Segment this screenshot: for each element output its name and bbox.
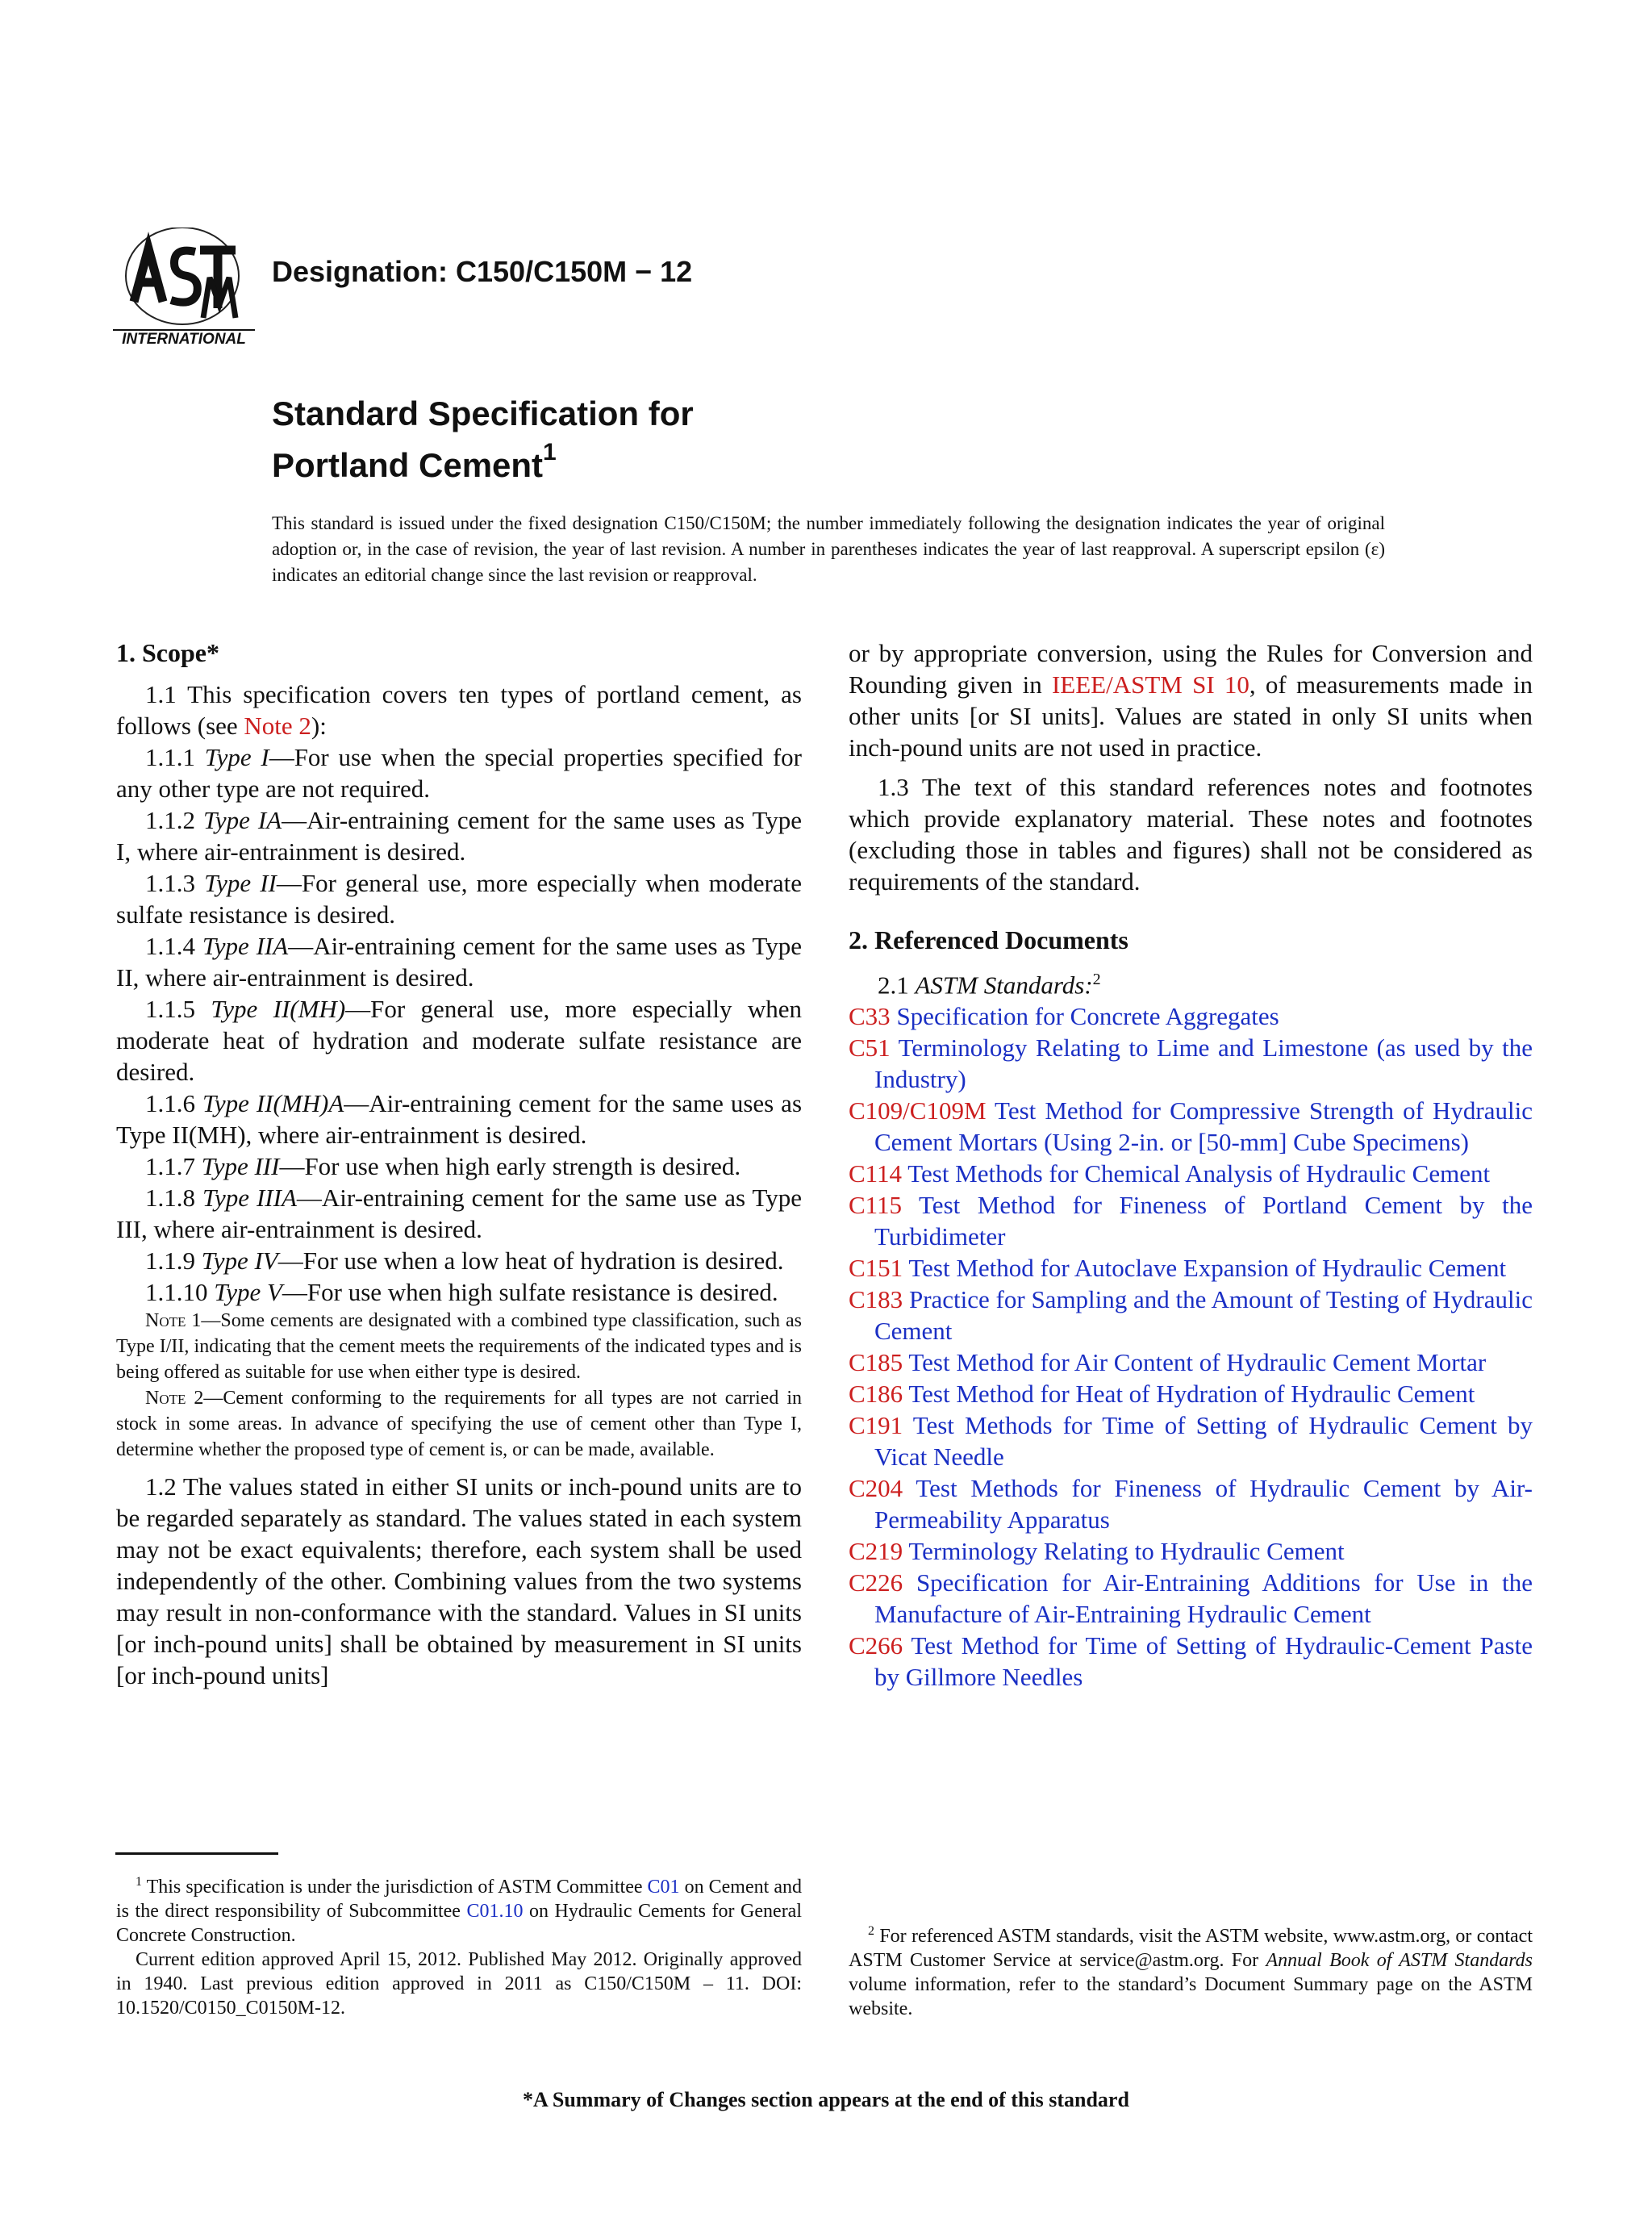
left-column [116,637,802,1691]
type-item [116,804,802,867]
issued-notice: This standard is issued under the fixed designation C150/C150M; the number immediately following the designation indicates the year of original adoption or, in the case of revision, the year of last revision. A number in parentheses indicates the year of last reapproval. A superscript epsilon (ε) indicates an editorial change since the last revision or reapproval. [272,513,1385,585]
type-description: —For use when a low heat of hydration is desired. [277,1246,784,1275]
reference-code-link[interactable]: C109/C109M [849,1096,987,1125]
reference-item [849,1567,1533,1630]
type-item [116,1088,802,1150]
reference-title-link[interactable]: Test Method for Fineness of Portland Cement by the Turbidimeter [874,1191,1533,1251]
document-title [272,392,694,487]
reference-title-link[interactable]: Test Method for Compressive Strength of Hydraulic Cement Mortars (Using 2-in. or [50-mm] Cube Specimens) [874,1096,1533,1157]
note-2-label: Note [145,1388,186,1409]
footnote-2-sup: 2 [868,1924,874,1938]
type-item [116,993,802,1088]
type-name: Type II [204,869,277,897]
type-description: —For general use, more especially when moderate sulfate resistance is desired. [116,869,803,929]
title-line-1: Standard Specification for [272,395,694,432]
reference-code-link[interactable]: C151 [849,1254,903,1283]
reference-item [849,1378,1533,1409]
reference-code-link[interactable]: C183 [849,1285,903,1314]
type-description: —For general use, more especially when moderate heat of hydration and moderate sulfate resistance are desired. [116,995,802,1086]
reference-item [849,1252,1533,1284]
reference-title-link[interactable]: Practice for Sampling and the Amount of Testing of Hydraulic Cement [874,1285,1533,1346]
type-name: Type I [204,743,269,771]
para-1-1-text: 1.1 This specification covers ten types of portland cement, as follows (see [116,680,802,740]
title-footnote-mark: 1 [543,439,557,466]
reference-title-link[interactable]: Test Method for Autoclave Expansion of Hydraulic Cement [903,1254,1507,1283]
type-name: Type IV [201,1246,278,1275]
reference-title-link[interactable]: Test Methods for Chemical Analysis of Hydraulic Cement [902,1159,1491,1188]
reference-title-link[interactable]: Specification for Concrete Aggregates [890,1002,1279,1031]
type-number: 1.1.10 [145,1278,208,1306]
reference-code-link[interactable]: C51 [849,1033,891,1063]
reference-title-link[interactable]: Test Method for Heat of Hydration of Hydraulic Cement [903,1380,1475,1409]
footnote-1-text-b: on Cement and is the direct responsibility of Subcommittee [116,1877,802,1922]
footnote-2 [849,1919,1533,2021]
type-description: —Air-entraining cement for the same use as Type III, where air-entrainment is desired. [116,1184,802,1243]
reference-code-link[interactable]: C266 [849,1631,903,1660]
type-description: —Air-entraining cement for the same uses as Type II, where air-entrainment is desired. [116,932,803,992]
reference-item [849,1409,1533,1472]
type-name: Type IIA [202,932,289,960]
reference-code-link[interactable]: C185 [849,1348,903,1377]
footnote-1-edition: Current edition approved April 15, 2012. Published May 2012. Originally approved in 1940. Last previous edition approved in 2011 as C150/C150M – 11. DOI: 10.1520/C0150_C0150M-12. [116,1949,802,2019]
type-description: —Air-entraining cement for the same uses as Type II(MH), where air-entrainment is desired. [116,1089,803,1149]
para-1-2-cont-text: or by appropriate conversion, using the Rules for Conversion and Rounding given in [849,639,1533,699]
reference-item [849,1347,1533,1378]
footnote-separator [115,1852,278,1855]
footnote-2-para [849,1919,1533,2021]
type-item [116,1182,802,1245]
reference-item [849,1535,1533,1567]
note-2 [116,1385,802,1463]
summary-of-changes-note: *A Summary of Changes section appears at the end of this standard [523,2088,1129,2111]
type-name: Type IIIA [202,1184,297,1212]
reference-item [849,1630,1533,1693]
type-item [116,741,802,804]
reference-title-link[interactable]: Specification for Air-Entraining Additions for Use in the Manufacture of Air-Entraining Hydraulic Cement [874,1568,1533,1629]
astm-logo-mark [113,228,255,347]
reference-code-link[interactable]: C204 [849,1474,903,1503]
type-name: Type V [214,1278,282,1306]
para-1-3: 1.3 The text of this standard references notes and footnotes which provide explanatory material. These notes and footnotes (excluding those in tables and figures) shall not be considered as requirements of the standard. [849,773,1533,896]
reference-item [849,1472,1533,1535]
reference-code-link[interactable]: C226 [849,1568,903,1597]
type-number: 1.1.3 [145,869,195,897]
references-list [849,1000,1533,1693]
type-name: Type IA [202,806,282,834]
reference-item [849,1032,1533,1095]
type-name: Type III [201,1152,280,1180]
para-2-1 [849,964,1533,1000]
type-number: 1.1.1 [145,743,195,771]
reference-code-link[interactable]: C191 [849,1411,903,1440]
reference-title-link[interactable]: Terminology Relating to Lime and Limestone (as used by the Industry) [874,1033,1533,1094]
reference-code-link[interactable]: C115 [849,1191,903,1220]
reference-code-link[interactable]: C33 [849,1002,891,1031]
type-item [116,930,802,993]
para-1-1 [116,679,802,741]
note-2-link[interactable]: Note 2 [244,712,311,740]
ieee-si10-link[interactable]: IEEE/ASTM SI 10 [1051,670,1249,699]
type-description: —For use when high sulfate resistance is desired. [282,1278,778,1306]
reference-code-link[interactable]: C114 [849,1159,903,1188]
type-number: 1.1.9 [145,1246,195,1275]
reference-title-link[interactable]: Terminology Relating to Hydraulic Cement [903,1537,1345,1566]
subcommittee-c0110-link[interactable]: C01.10 [466,1901,524,1922]
para-1-2: 1.2 The values stated in either SI units or inch-pound units are to be regarded separately as standard. The values stated in each system may not be exact equivalents; therefore, each system shall be used independently of the other. Combining values from the two systems may result in non-conformance with the standard. Values in SI units [or inch-pound units] shall be obtained by measurement in SI units [or inch-pound units] [116,1472,802,1689]
reference-item [849,1189,1533,1252]
footnote-2-italic: Annual Book of ASTM Standards [1266,1950,1533,1971]
note-1-text: 1—Some cements are designated with a combined type classification, such as Type I/II, indicating that the cement meets the requirements of the indicated types and is being offered as suitable for use when either type is desired. [116,1310,802,1383]
type-item [116,1245,802,1276]
type-item [116,867,802,930]
scope-heading: 1. Scope* [116,638,219,667]
reference-title-link[interactable]: Test Method for Air Content of Hydraulic Cement Mortar [903,1348,1487,1377]
cement-types-list [116,741,802,1308]
footnote-2-text-a: For referenced ASTM standards, visit the ASTM website, www.astm.org, or contact ASTM Customer Service at service@astm.org. For [849,1926,1533,1971]
para-2-1-num: 2.1 [878,971,916,1000]
reference-code-link[interactable]: C219 [849,1537,903,1566]
reference-title-link[interactable]: Test Method for Time of Setting of Hydraulic-Cement Paste by Gillmore Needles [874,1631,1533,1692]
type-description: —For use when high early strength is desired. [279,1152,741,1180]
type-number: 1.1.6 [145,1089,195,1117]
committee-c01-link[interactable]: C01 [647,1877,680,1898]
logo-text: INTERNATIONAL [122,331,246,347]
type-description: —Air-entraining cement for the same uses as Type I, where air-entrainment is desired. [116,806,803,866]
reference-title-link[interactable]: Test Methods for Fineness of Hydraulic Cement by Air-Permeability Apparatus [874,1474,1533,1534]
type-number: 1.1.5 [145,995,195,1023]
right-column [849,637,1533,1693]
note-2-text: 2—Cement conforming to the requirements for all types are not carried in stock in some areas. In advance of specifying the use of cement other than Type I, determine whether the proposed type of cement is, or can be made, available. [116,1388,802,1460]
type-name: Type II(MH) [211,995,346,1023]
para-1-2-cont-end: , of measurements made in other units [or SI units]. Values are stated in only SI units when inch-pound units are not used in practice. [849,670,1533,762]
type-item [116,1150,802,1182]
reference-item [849,1000,1533,1032]
reference-item [849,1284,1533,1347]
footnote-1-text-c: on Hydraulic Cements for General Concrete Construction. [116,1901,803,1946]
footnote-1-mark: 1 [136,1875,142,1889]
type-number: 1.1.8 [145,1184,195,1212]
type-number: 1.1.4 [145,932,195,960]
footnote-2-mark: 2 [1092,971,1101,988]
reference-item [849,1158,1533,1189]
para-1-1-end: ): [311,712,327,740]
reference-code-link[interactable]: C186 [849,1380,903,1409]
type-number: 1.1.7 [145,1152,195,1180]
footnote-1-text-a: This specification is under the jurisdiction of ASTM Committee [142,1877,648,1898]
para-1-2-continued [849,637,1533,763]
reference-title-link[interactable]: Test Methods for Time of Setting of Hydraulic Cement by Vicat Needle [874,1411,1533,1472]
footnote-1 [116,1870,802,2020]
type-item [116,1276,802,1308]
title-text: Portland Cement [272,446,544,484]
type-name: Type II(MH)A [202,1089,344,1117]
type-number: 1.1.2 [145,806,195,834]
designation: Designation: C150/C150M − 12 [272,255,693,288]
astm-logo [113,228,255,347]
footnote-2-text-b: volume information, refer to the standard’s Document Summary page on the ASTM website. [849,1974,1533,2019]
para-2-1-label: ASTM Standards: [915,971,1093,1000]
reference-item [849,1095,1533,1158]
referenced-heading: 2. Referenced Documents [849,925,1128,954]
type-description: —For use when the special properties specified for any other type are not required. [116,743,803,803]
note-1-label: Note [145,1310,186,1331]
note-1 [116,1308,802,1385]
title-line-2 [272,436,694,487]
footnote-1-para [116,1870,802,1948]
